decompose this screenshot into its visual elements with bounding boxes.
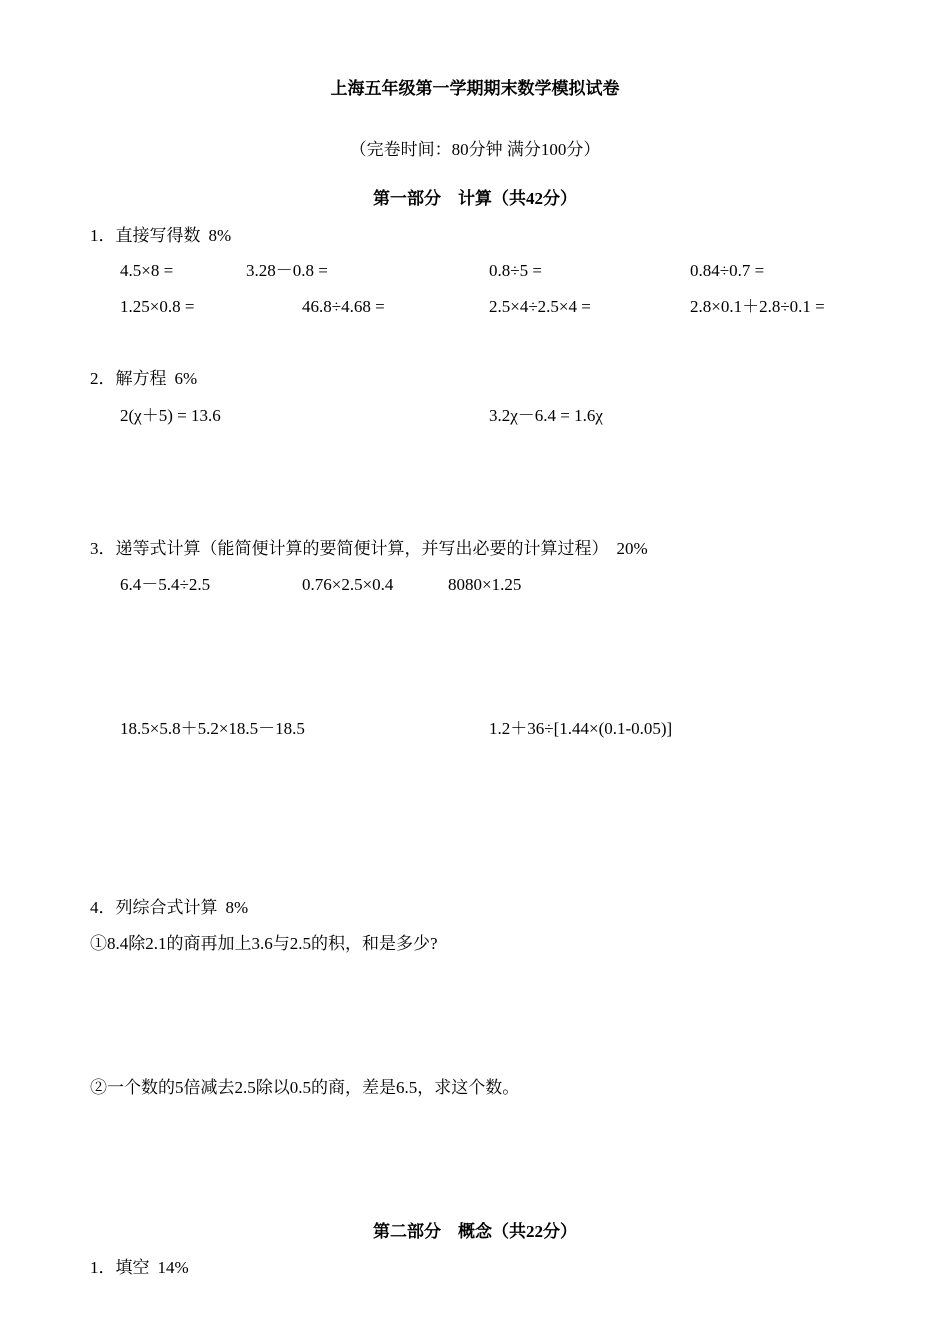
q4-item: ①8.4除2.1的商再加上3.6与2.5的积，和是多少? (90, 934, 438, 953)
q1-item: 2.8×0.1＋2.8÷0.1 = (690, 297, 825, 316)
q1-item: 1.25×0.8 = (120, 297, 195, 316)
part1-q3-label: 3．递等式计算（能简便计算的要简便计算，并写出必要的计算过程） (90, 539, 609, 558)
part2-q1-heading (90, 1257, 189, 1279)
q2-item: 2(χ＋5) = 13.6 (120, 406, 221, 425)
part1-q4-heading (90, 897, 248, 919)
q3-item: 6.4－5.4÷2.5 (120, 575, 211, 594)
part2-q1-percent: 14% (157, 1258, 189, 1277)
exam-info: （完卷时间：80分钟 满分100分） (349, 140, 601, 159)
q1-item: 0.8÷5 = (489, 261, 542, 280)
part1-q4-label: 4．列综合式计算 (90, 898, 218, 917)
page-title: 上海五年级第一学期期末数学模拟试卷 (330, 79, 620, 98)
q1-item: 46.8÷4.68 = (302, 297, 385, 316)
q4-item: ②一个数的5倍减去2.5除以0.5的商，差是6.5，求这个数。 (90, 1078, 520, 1097)
q3-item: 8080×1.25 (448, 575, 522, 594)
part1-q4-percent: 8% (225, 898, 249, 917)
part1-q1-label: 1．直接写得数 (90, 226, 201, 245)
part1-q2-percent: 6% (174, 369, 198, 388)
q1-item: 4.5×8 = (120, 261, 174, 280)
part1-q3-heading (90, 538, 648, 560)
part1-q2-label: 2．解方程 (90, 369, 167, 388)
part1-q3-percent: 20% (616, 539, 648, 558)
part1-heading: 第一部分 计算（共42分） (373, 189, 577, 208)
q3-item: 1.2＋36÷[1.44×(0.1-0.05)] (489, 719, 673, 738)
part1-q2-heading (90, 368, 197, 390)
q1-item: 0.84÷0.7 = (690, 261, 765, 280)
q3-item: 0.76×2.5×0.4 (302, 575, 394, 594)
q1-item: 3.28－0.8 = (246, 261, 328, 280)
q1-item: 2.5×4÷2.5×4 = (489, 297, 591, 316)
part1-q1-percent: 8% (208, 226, 232, 245)
part2-q1-label: 1．填空 (90, 1258, 150, 1277)
part2-heading: 第二部分 概念（共22分） (373, 1222, 577, 1241)
q2-item: 3.2χ－6.4 = 1.6χ (489, 406, 603, 425)
q3-item: 18.5×5.8＋5.2×18.5－18.5 (120, 719, 305, 738)
part1-q1-heading (90, 225, 231, 247)
